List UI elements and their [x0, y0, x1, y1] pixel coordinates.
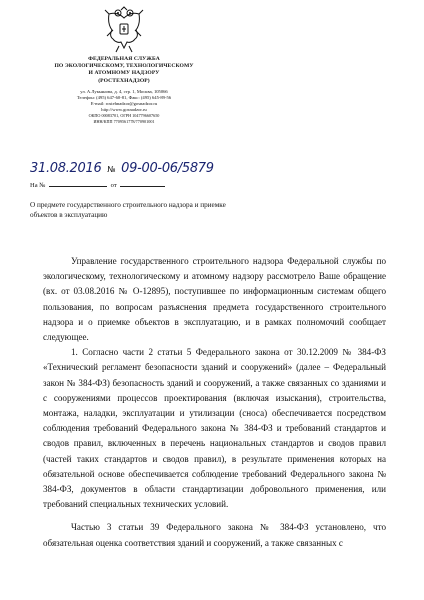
reg-from-label: от: [110, 182, 117, 189]
address: ул. А.Лукьянова, д. 4, стр. 1, Москва, 105066: [80, 88, 168, 94]
registration-line: [30, 182, 167, 189]
org-name-line: ПО ЭКОЛОГИЧЕСКОМУ, ТЕХНОЛОГИЧЕСКОМУ: [54, 63, 194, 70]
reg-no-label: На №: [30, 182, 46, 189]
handwritten-date: 31.08.2016: [30, 161, 102, 176]
organization-name: [30, 56, 218, 85]
body-paragraph: Частью 3 статьи 39 Федерального закона № 384-ФЗ установлено, что обязательная оценка соответствия зданий и сооружений, а также связанных с: [43, 522, 386, 548]
org-name-line: (РОСТЕХНАДЗОР): [98, 77, 150, 84]
okpo-ogrn: ОКПО 00083701, ОГРН 1047796607650: [88, 113, 160, 119]
body-paragraph: Управление государственного строительного надзора Федеральной службы по экологическому, технологическому и атомному надзору рассмотрело Ваше обращение (вх. от 03.08.2016 № О-12895), поступившее по информационным системам общего пользования, по вопросам разъяснения предмета государственного строительного надзора и о приемке объектов в эксплуатацию, и в рамках полномочий сообщает следующее.: [43, 256, 386, 343]
russian-coat-of-arms-icon: [102, 6, 146, 56]
handwritten-number: 09-00-06/5879: [121, 161, 214, 176]
contact-info: [30, 89, 218, 126]
reg-number-blank: [49, 186, 107, 187]
letter-body: [43, 254, 386, 551]
handwritten-reference: [30, 161, 214, 176]
org-name-line: ФЕДЕРАЛЬНАЯ СЛУЖБА: [88, 56, 160, 62]
body-paragraph: 1. Согласно части 2 статьи 5 Федерального закона от 30.12.2009 № 384-ФЗ «Технический регламент безопасности зданий и сооружений» (далее – Федеральный закон № 384-ФЗ) безопасность зданий и сооружений, а также связанных со зданиями и с сооружениями процессов проектирования (включая изыскания), строительства, монтажа, наладки, эксплуатации и утилизации (сноса) обеспечивается посредством соблюдения требований Федерального закона № 384-ФЗ и требований стандартов и сводов правил, включенных в перечень национальных стандартов и сводов правил (частей таких стандартов и сводов правил), в результате применения которых на обязательной основе обеспечивается соблюдение требований Федерального закона № 384-ФЗ, документов в области стандартизации добровольного применения, или требований специальных технических условий.: [43, 347, 386, 510]
email: E-mail: rostehnadzor@gosnadzor.ru: [90, 101, 158, 106]
phone-fax: Телефон: (495) 647-60-81, Факс: (495) 645-89-56: [76, 94, 172, 100]
website: http://www.gosnadzor.ru: [101, 107, 147, 113]
letter-subject: О предмете государственного строительного надзора и приемке объектов в эксплуатацию: [30, 201, 226, 219]
org-name-line: И АТОМНОМУ НАДЗОРУ: [88, 70, 160, 77]
reg-date-blank: [120, 186, 165, 187]
number-sign: №: [107, 165, 116, 174]
letterhead: [30, 6, 218, 125]
inn-kpp: ИНН/КПП 7709561778/770901001: [93, 119, 155, 125]
